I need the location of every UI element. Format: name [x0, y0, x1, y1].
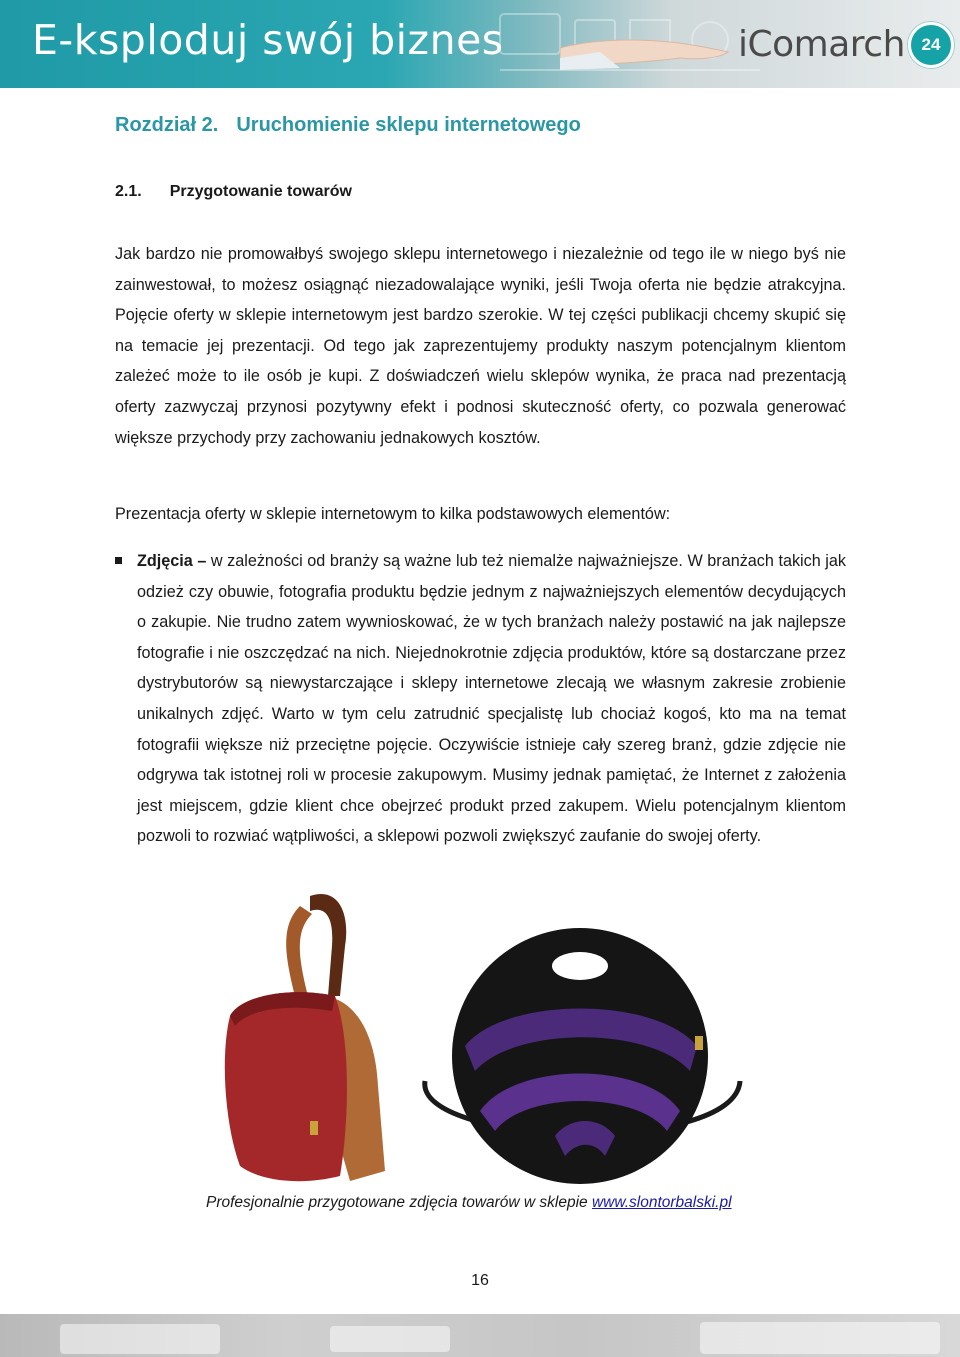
list-item [137, 546, 846, 852]
section-number: 2.1. [115, 183, 142, 200]
caption-text: Profesjonalnie przygotowane zdjęcia towarów w sklepie [206, 1194, 592, 1211]
chapter-number: Rozdział 2. [115, 114, 219, 136]
logo-text: iComarch [738, 24, 905, 65]
body-paragraph: Jak bardzo nie promowałbyś swojego sklepu internetowego i niezależnie od tego ile w niego byś nie zainwestował, to możesz osiągnąć niezadowalające wyniki, jeśli Twoja oferta nie będzie atrakcyjna. Pojęcie oferty w sklepie internetowym jest bardzo szerokie. W tej części publikacji chcemy skupić się na temacie jej prezentacji. Od tego jak zaprezentujemy produkty naszym potencjalnym klientom zależeć może to ile osób je kupi. Z doświadczeń wielu sklepów wynika, że praca nad prezentacją oferty zazwyczaj przynosi pozytywny efekt i podnosi skuteczność oferty, co pozwala generować większe przychody przy zachowaniu jednakowych kosztów. [115, 245, 846, 447]
header-banner [0, 0, 960, 88]
bullet-text: w zależności od branży są ważne lub też niemalże najważniejsze. W branżach takich jak odzież czy obuwie, fotografia produktu będzie jednym z najważniejszych elementów decydujących o zakupie. Nie trudno zatem wywnioskować, że w tych branżach należy postawić na jak najlepsze fotografie i nie oszczędzać na nich. Niejednokrotnie zdjęcia produktów, które są dostarczane przez dystrybutorów są niewystarczające i sklepy internetowe zlecają we własnym zakresie zrobienie unikalnych zdjęć. Warto w tym celu zatrudnić specjalistę lub chociaż kogoś, kto ma na temat fotografii większe niż przeciętne pojęcie. Oczywiście istnieje cały szereg branż, gdzie zdjęcie nie odgrywa tak istotnej roli w procesie zakupowym. Musimy jednak pamiętać, że Internet z założenia jest miejscem, gdzie klient chce obejrzeć produkt przed zakupem. Wielu potencjalnym klientom pozwoli to rozwiać wątpliwości, a sklepowi pozwoli zwiększyć zaufanie do swojej oferty. [137, 552, 846, 846]
section-heading [115, 183, 352, 201]
banner-title: E-ksploduj swój biznes [32, 16, 504, 64]
bullet-term: Zdjęcia – [137, 552, 207, 570]
body-paragraph: Prezentacja oferty w sklepie internetowym to kilka podstawowych elementów: [115, 505, 671, 523]
bullet-marker-icon [115, 557, 122, 564]
page-number: 16 [471, 1272, 489, 1289]
pointing-hand-icon [560, 18, 730, 70]
chapter-title: Uruchomienie sklepu internetowego [236, 114, 581, 136]
footer-decoration [0, 1316, 960, 1357]
image-caption [206, 1194, 732, 1212]
section-title: Przygotowanie towarów [169, 183, 352, 200]
icomarch-logo [738, 22, 950, 72]
product-image-red-bag [200, 886, 395, 1186]
product-image-round-bag [405, 886, 760, 1186]
chapter-heading [115, 114, 581, 137]
footer-banner [0, 1314, 960, 1357]
caption-link[interactable]: www.slontorbalski.pl [591, 1194, 732, 1211]
logo-badge: 24 [908, 22, 954, 68]
